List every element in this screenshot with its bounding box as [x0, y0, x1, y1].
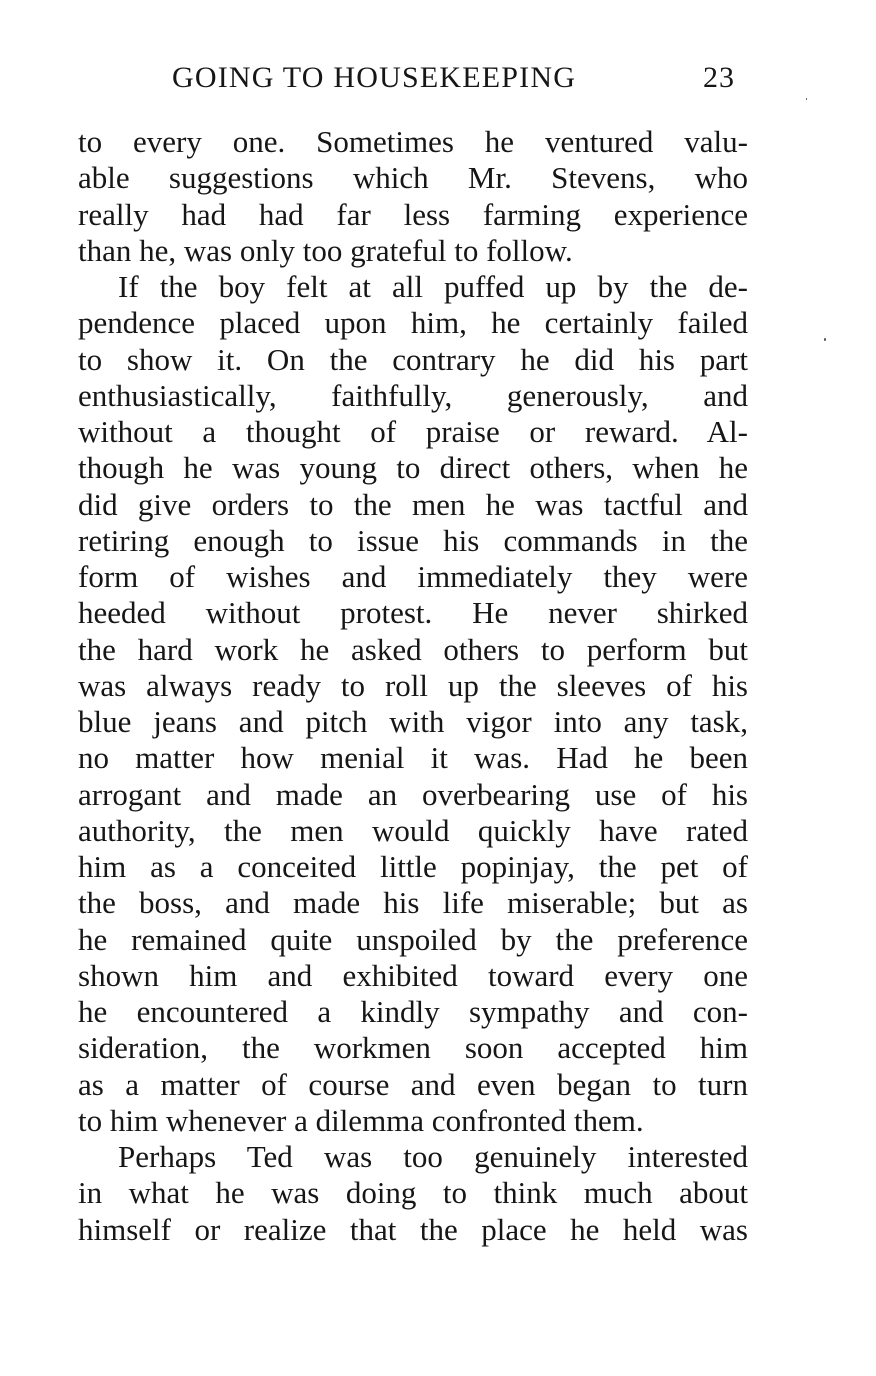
page-number: 23	[703, 61, 735, 94]
text-line: in what he was doing to think much about	[78, 1175, 748, 1211]
text-line: did give orders to the men he was tactful and	[78, 486, 748, 522]
text-line: no matter how menial it was. Had he been	[78, 740, 748, 776]
text-line: him as a conceited little popinjay, the pet of	[78, 849, 748, 884]
text-line: shown him and exhibited toward every one	[78, 957, 748, 993]
text-line: form of wishes and immediately they were	[78, 559, 748, 594]
paragraph-start-line: If the boy felt at all puffed up by the de-	[118, 269, 748, 304]
text-line: heeded without protest. He never shirked	[78, 595, 748, 631]
text-line: as a matter of course and even began to turn	[78, 1066, 748, 1102]
running-title: GOING TO HOUSEKEEPING	[172, 61, 577, 94]
text-line: pendence placed upon him, he certainly failed	[78, 305, 748, 341]
text-line: able suggestions which Mr. Stevens, who	[78, 160, 748, 196]
body-text	[78, 124, 748, 1248]
paragraph-start-line: Perhaps Ted was too genuinely interested	[118, 1139, 748, 1174]
text-line: authority, the men would quickly have rated	[78, 812, 748, 848]
text-line: arrogant and made an overbearing use of his	[78, 776, 748, 812]
text-line: himself or realize that the place he held was	[78, 1211, 748, 1247]
text-line: though he was young to direct others, when he	[78, 450, 748, 486]
text-line: to him whenever a dilemma confronted them.	[78, 1102, 644, 1138]
running-head	[0, 58, 876, 98]
text-line: to show it. On the contrary he did his part	[78, 341, 748, 377]
text-line: sideration, the workmen soon accepted him	[78, 1030, 748, 1066]
text-line: retiring enough to issue his commands in the	[78, 522, 748, 558]
text-line: blue jeans and pitch with vigor into any task,	[78, 704, 748, 739]
scan-speck	[824, 338, 826, 341]
text-line: than he, was only too grateful to follow.	[78, 232, 573, 268]
text-line: he encountered a kindly sympathy and con-	[78, 994, 748, 1029]
text-line: enthusiastically, faithfully, generously, and	[78, 377, 748, 413]
text-line: the hard work he asked others to perform but	[78, 631, 748, 667]
text-line: the boss, and made his life miserable; but as	[78, 885, 748, 921]
scan-speck	[806, 98, 807, 100]
text-line: without a thought of praise or reward. Al-	[78, 414, 748, 449]
text-line: he remained quite unspoiled by the preference	[78, 921, 748, 957]
text-line: was always ready to roll up the sleeves of his	[78, 667, 748, 703]
text-line: to every one. Sometimes he ventured valu-	[78, 124, 748, 159]
text-line: really had had far less farming experience	[78, 196, 748, 232]
